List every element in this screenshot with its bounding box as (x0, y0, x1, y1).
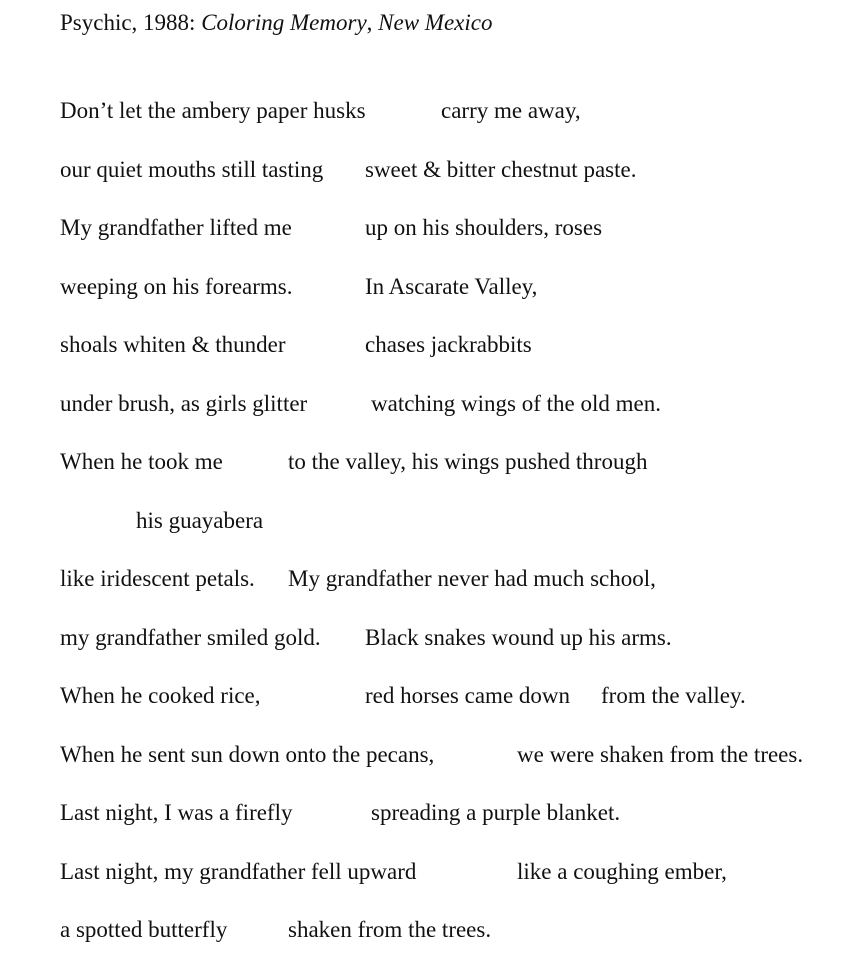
title-italic-new-mexico: New Mexico (378, 10, 493, 35)
poem-line-12-left: When he sent sun down onto the pecans, (60, 742, 435, 767)
title-separator: , (366, 10, 379, 35)
poem-line-1-left: Don’t let the ambery paper husks (60, 98, 366, 123)
poem-line-9-right: My grandfather never had much school, (288, 566, 656, 591)
poem-line-14-right: like a coughing ember, (517, 859, 727, 884)
poem-line-6-right: watching wings of the old men. (371, 391, 662, 416)
poem-line-13-right: spreading a purple blanket. (371, 800, 621, 825)
poem-line-10-right: Black snakes wound up his arms. (365, 625, 672, 650)
poem-line-13-left: Last night, I was a firefly (60, 800, 293, 825)
poem-line-7-right: to the valley, his wings pushed through (288, 449, 648, 474)
poem-line-15-right: shaken from the trees. (288, 917, 492, 942)
poem-line-5-left: shoals whiten & thunder (60, 332, 286, 357)
poem-title (60, 8, 493, 38)
poem-line-15-left: a spotted butterfly (60, 917, 228, 942)
poem-line-4-left: weeping on his forearms. (60, 274, 293, 299)
poem-line-12-right: we were shaken from the trees. (517, 742, 804, 767)
title-prefix: Psychic, 1988: (60, 10, 202, 35)
poem-line-6-left: under brush, as girls glitter (60, 391, 308, 416)
poem-line-11-right: red horses came down (365, 683, 571, 708)
poem-line-11-left: When he cooked rice, (60, 683, 261, 708)
poem-line-2-right: sweet & bitter chestnut paste. (365, 157, 637, 182)
poem-line-10-left: my grandfather smiled gold. (60, 625, 321, 650)
poem-line-5-right: chases jackrabbits (365, 332, 532, 357)
poem-line-4-right: In Ascarate Valley, (365, 274, 538, 299)
title-italic-coloring-memory: Coloring Memory (201, 10, 367, 35)
poem-line-3-right: up on his shoulders, roses (365, 215, 603, 240)
poem-line-14-left: Last night, my grandfather fell upward (60, 859, 417, 884)
poem-line-8-indent: his guayabera (136, 508, 264, 533)
poem-line-9-left: like iridescent petals. (60, 566, 255, 591)
poem-line-1-right: carry me away, (441, 98, 581, 123)
poem-line-7-left: When he took me (60, 449, 223, 474)
poem-line-11-right-tail: from the valley. (601, 683, 746, 708)
poem-line-2-left: our quiet mouths still tasting (60, 157, 324, 182)
poem-line-3-left: My grandfather lifted me (60, 215, 292, 240)
